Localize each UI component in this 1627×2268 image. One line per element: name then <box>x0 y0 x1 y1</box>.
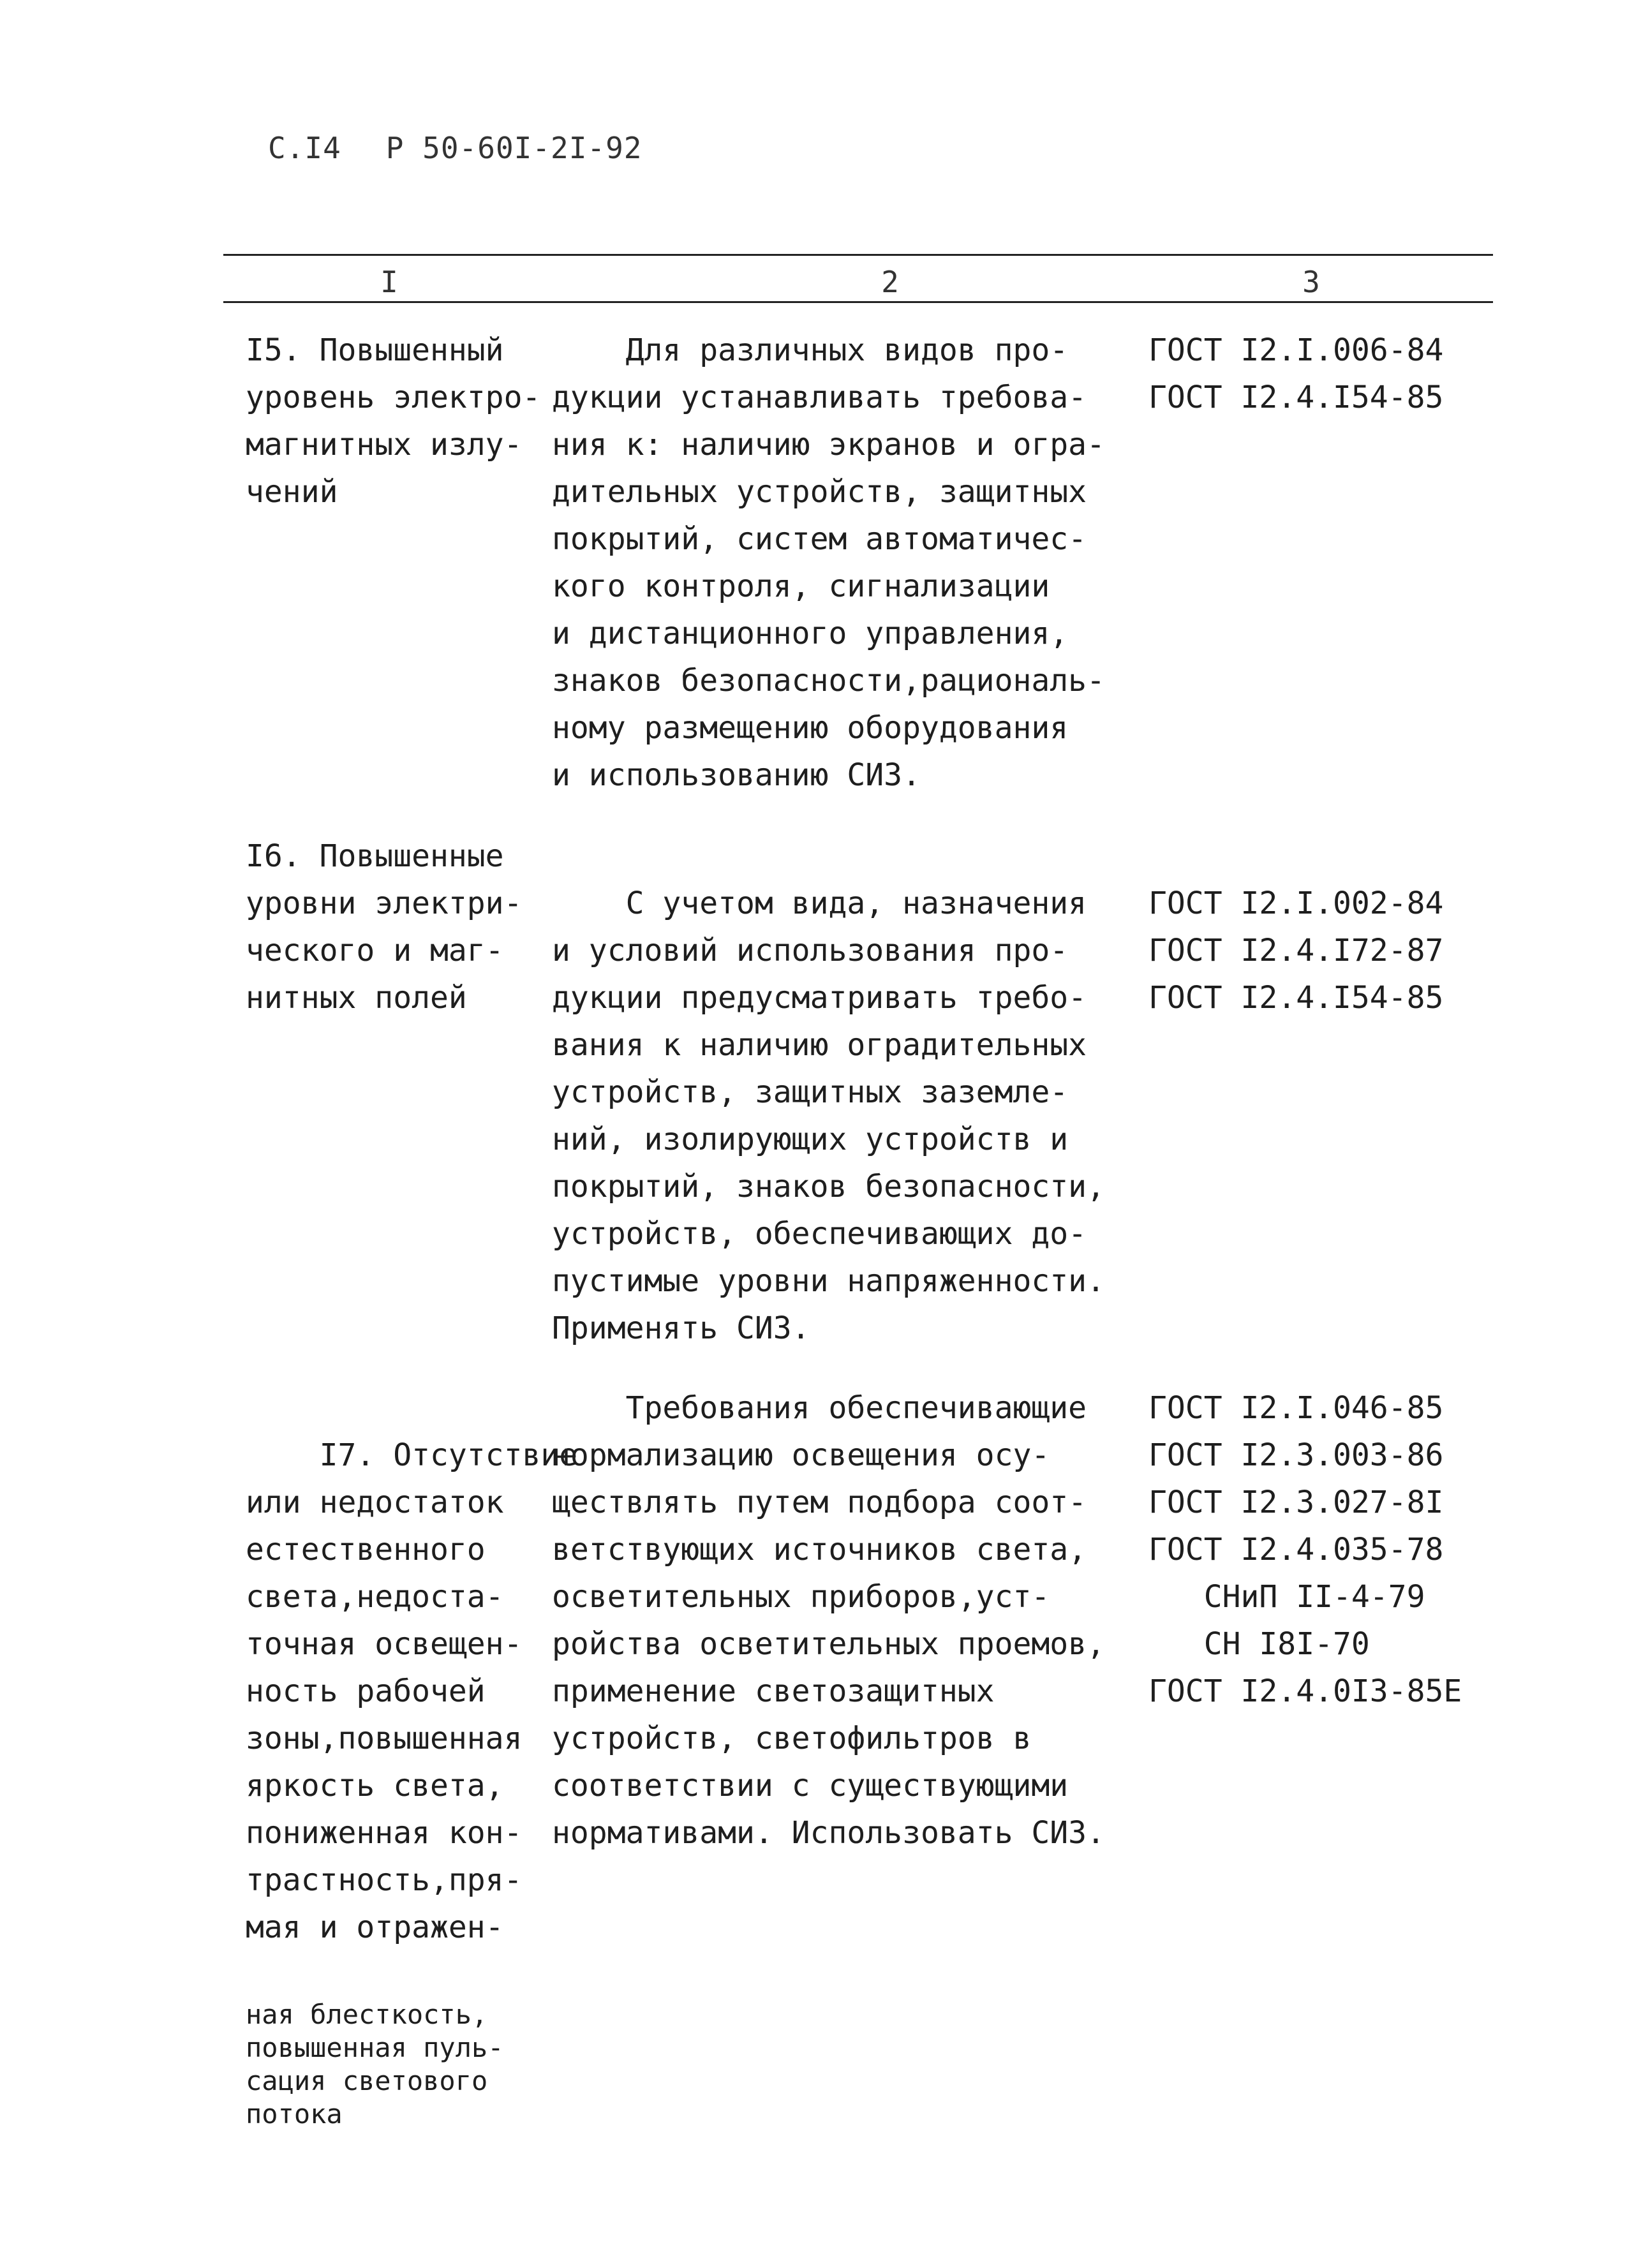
table-top-rule <box>223 254 1493 256</box>
document-code: Р 50-60I-2I-92 <box>385 131 643 165</box>
standards-cell: ГОСТ I2.I.046-85 ГОСТ I2.3.003-86 ГОСТ I2.3.027-8I ГОСТ I2.4.035-78 СНиП II-4-79 СН I8I-70 ГОСТ I2.4.0I3-85Е <box>1148 1390 1462 1709</box>
requirements-cell: С учетом вида, назначения и условий использования про- дукции предусматривать требо- вания к наличию оградительных устройств, защитных заземле- ний, изолирующих устройств и покрытий, знаков безопасности, устройств, обеспечивающих до- пустимые уровни напряженности. Применять СИЗ. <box>552 886 1105 1346</box>
requirements-cell: Для различных видов про- дукции устанавливать требова- ния к: наличию экранов и огра- дительных устройств, защитных покрытий, систем автоматичес- кого контроля, сигнализации и дистанционного управления, знаков безопасности,рациональ- ному размещению оборудования и использованию СИЗ. <box>552 332 1105 793</box>
hazard-cell: I5. Повышенный уровень электро- магнитных излу- чений <box>246 332 541 510</box>
column-number-row <box>0 265 1627 303</box>
requirements-cell: Требования обеспечивающие нормализацию освещения осу- ществлять путем подбора соот- ветствующих источников света, осветительных приборов,уст- ройства осветительных проемов, применение светозащитных устройств, светофильтров в соответствии с существующими нормативами. Использовать СИЗ. <box>552 1390 1105 1851</box>
column-number-2: 2 <box>881 265 899 299</box>
column-number-1: I <box>380 265 398 299</box>
column-number-3: 3 <box>1302 265 1320 299</box>
page-header <box>268 131 643 165</box>
standards-cell: ГОСТ I2.I.006-84 ГОСТ I2.4.I54-85 <box>1148 332 1444 415</box>
page-number: С.I4 <box>268 131 341 165</box>
hazard-cell-text: I7. Отсутствие или недостаток естественного света,недоста- точная освещен- ность рабочей зоны,повышенная яркость света, пониженная кон- трастность,пря- мая и отражен- <box>246 1437 578 1945</box>
standards-cell: ГОСТ I2.I.002-84 ГОСТ I2.4.I72-87 ГОСТ I2.4.I54-85 <box>1148 886 1444 1016</box>
hazard-cell <box>246 1384 577 2225</box>
hazard-cell: I6. Повышенные уровни электри- ческого и маг- нитных полей <box>246 838 523 1016</box>
hazard-cell-continuation: ная блесткость, повышенная пуль- сация светового потока <box>246 1999 504 2130</box>
column-header-rule <box>223 301 1493 303</box>
